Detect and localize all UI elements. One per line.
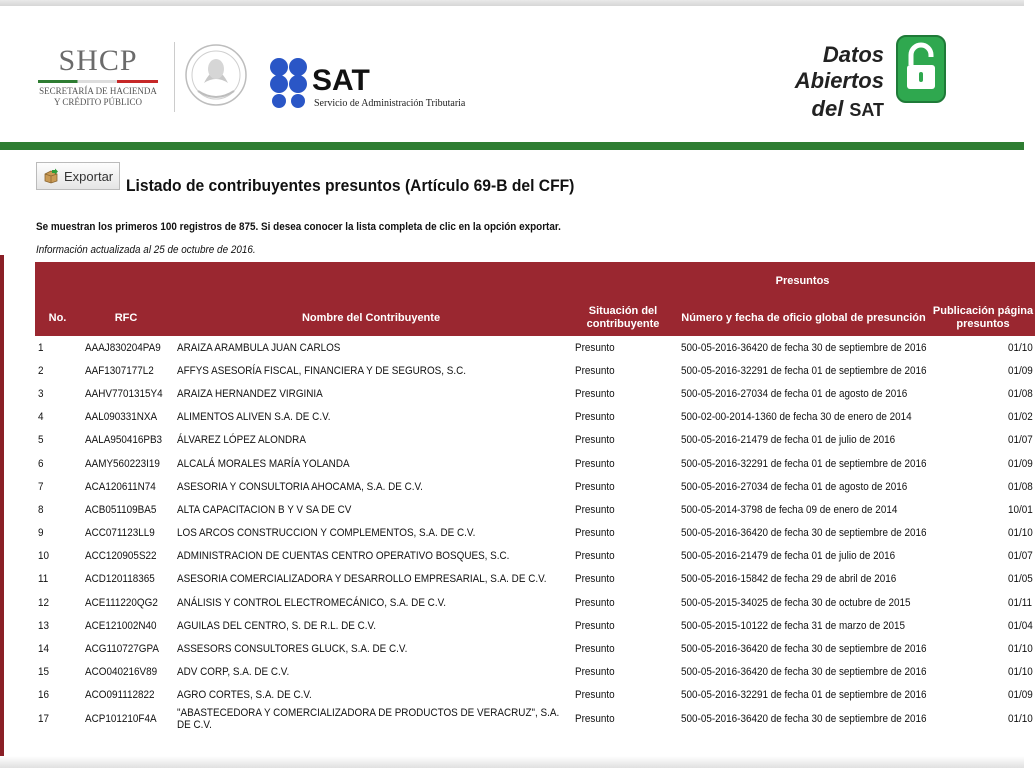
cell-no-text: 3 [38,387,44,400]
cell-oficio [676,568,931,591]
col-header-publicacion: Publicación página presuntos [931,300,1035,336]
table-row[interactable] [35,452,1035,475]
cell-no-text: 8 [38,503,44,516]
cell-situacion [570,568,676,591]
cell-rfc-text: ACE121002N40 [85,619,157,632]
cell-publicacion-text: 01/08 [1007,480,1033,493]
datos-title-line2 [734,96,884,122]
cell-situacion [570,359,676,382]
cell-no [35,637,80,660]
cell-oficio [676,614,931,637]
cell-no [35,684,80,707]
datos-del: del [811,96,844,121]
table-row[interactable] [35,382,1035,405]
cell-nombre-text: ALIMENTOS ALIVEN S.A. DE C.V. [177,411,331,424]
col-header-situacion: Situación del contribuyente [570,300,676,336]
box-icon [43,168,59,184]
cell-situacion-text: Presunto [575,550,615,563]
cell-oficio-text: 500-05-2016-27034 de fecha 01 de agosto de 2016 [681,387,908,400]
cell-nombre-text: ASSESORS CONSULTORES GLUCK, S.A. DE C.V. [177,643,408,656]
cell-publicacion-text: 01/09 [1007,457,1033,470]
sat-logo[interactable] [268,54,488,114]
cell-situacion-text: Presunto [575,689,615,702]
cell-oficio-text: 500-02-00-2014-1360 de fecha 30 de enero de 2014 [681,411,912,424]
cell-oficio-text: 500-05-2016-36420 de fecha 30 de septiembre de 2016 [681,527,927,540]
table-row[interactable] [35,591,1035,614]
cell-oficio [676,661,931,684]
cell-situacion [570,661,676,684]
cell-oficio-text: 500-05-2016-36420 de fecha 30 de septiembre de 2016 [681,713,927,725]
cell-situacion-text: Presunto [575,666,615,679]
cell-publicacion [931,568,1035,591]
cell-publicacion [931,406,1035,429]
cell-publicacion [931,637,1035,660]
col-header-no: No. [35,300,80,336]
cell-rfc-text: ACP101210F4A [85,713,157,725]
cell-rfc [80,406,172,429]
cell-nombre-text: ALTA CAPACITACION B Y V SA DE CV [177,503,352,516]
cell-nombre-text: LOS ARCOS CONSTRUCCION Y COMPLEMENTOS, S.A. DE C.V. [177,527,476,540]
cell-no [35,452,80,475]
cell-publicacion-text: 01/08 [1007,387,1033,400]
cell-no-text: 15 [38,666,50,679]
cell-publicacion-text: 01/10 [1007,527,1033,540]
cell-no [35,545,80,568]
col-header-nombre: Nombre del Contribuyente [172,300,570,336]
cell-publicacion [931,661,1035,684]
updated-info: Información actualizada al 25 de octubre de 2016. [36,244,256,256]
cell-no-text: 13 [38,619,50,632]
cell-no-text: 2 [38,364,44,377]
cell-no-text: 12 [38,596,50,609]
cell-no-text: 4 [38,411,44,424]
cell-nombre-text: ADMINISTRACION DE CUENTAS CENTRO OPERATIVO BOSQUES, S.C. [177,550,510,563]
cell-nombre-text: "ABASTECEDORA Y COMERCIALIZADORA DE PRODUCTOS DE VERACRUZ", S.A. DE C.V. [177,707,560,731]
cell-situacion-text: Presunto [575,387,615,400]
cell-no [35,591,80,614]
shcp-title: SHCP [58,44,138,77]
cell-nombre [172,336,570,359]
cell-publicacion-text: 01/05 [1007,573,1033,586]
cell-no-text: 17 [38,713,50,725]
cell-nombre [172,707,570,731]
cell-rfc-text: ACA120611N74 [85,480,156,493]
cell-nombre [172,359,570,382]
cell-situacion [570,498,676,521]
cell-nombre [172,475,570,498]
table-row[interactable] [35,336,1035,359]
cell-situacion [570,545,676,568]
shcp-logo[interactable] [38,44,158,108]
cell-nombre-text: ARAIZA HERNANDEZ VIRGINIA [177,387,323,400]
cell-publicacion-text: 01/10 [1007,713,1033,725]
cell-oficio [676,429,931,452]
cell-nombre-text: ANÁLISIS Y CONTROL ELECTROMECÁNICO, S.A. DE C.V. [177,596,447,609]
cell-nombre-text: ADV CORP, S.A. DE C.V. [177,666,290,679]
cell-situacion [570,382,676,405]
cell-publicacion-text: 10/01 [1007,503,1033,516]
cell-no [35,707,80,731]
cell-oficio-text: 500-05-2016-36420 de fecha 30 de septiembre de 2016 [681,643,927,656]
table-row[interactable] [35,684,1035,707]
records-info: Se muestran los primeros 100 registros de 875. Si desea conocer la lista completa de clic en la opción exportar. [36,221,561,233]
cell-no-text: 16 [38,689,50,702]
cell-rfc [80,684,172,707]
cell-no [35,336,80,359]
cell-situacion [570,522,676,545]
table-row[interactable] [35,707,1035,731]
cell-rfc [80,707,172,731]
cell-no-text: 6 [38,457,44,470]
cell-nombre [172,498,570,521]
bottom-shadow [0,756,1024,768]
cell-no [35,522,80,545]
cell-nombre [172,568,570,591]
cell-no [35,475,80,498]
cell-situacion [570,591,676,614]
cell-no [35,614,80,637]
cell-oficio [676,359,931,382]
header-divider [174,42,175,112]
cell-no [35,406,80,429]
cell-no-text: 9 [38,527,44,540]
cell-nombre-text: ARAIZA ARAMBULA JUAN CARLOS [177,341,341,354]
cell-publicacion [931,336,1035,359]
cell-oficio [676,707,931,731]
cell-nombre [172,382,570,405]
cell-oficio-text: 500-05-2016-27034 de fecha 01 de agosto de 2016 [681,480,908,493]
col-header-oficio: Número y fecha de oficio global de presunción [676,300,931,336]
cell-oficio [676,637,931,660]
cell-no-text: 7 [38,480,44,493]
cell-publicacion [931,684,1035,707]
cell-rfc [80,452,172,475]
cell-oficio-text: 500-05-2016-32291 de fecha 01 de septiembre de 2016 [681,364,927,377]
cell-situacion [570,707,676,731]
cell-situacion-text: Presunto [575,434,615,447]
cell-oficio [676,382,931,405]
cell-rfc-text: ACO091112822 [85,689,155,702]
header-green-line [0,142,1024,150]
table-row[interactable] [35,637,1035,660]
cell-rfc-text: ACC071123LL9 [85,527,155,540]
cell-nombre [172,522,570,545]
col-header-rfc: RFC [80,300,172,336]
cell-rfc [80,522,172,545]
cell-rfc-text: ACC120905S22 [85,550,157,563]
cell-situacion [570,614,676,637]
cell-nombre [172,614,570,637]
cell-publicacion [931,545,1035,568]
cell-oficio-text: 500-05-2015-10122 de fecha 31 de marzo de 2015 [681,619,906,632]
cell-no-text: 5 [38,434,44,447]
cell-publicacion [931,475,1035,498]
cell-situacion [570,429,676,452]
cell-rfc-text: ACE111220QG2 [85,596,158,609]
cell-publicacion-text: 01/09 [1007,689,1033,702]
cell-no-text: 14 [38,643,50,656]
cell-oficio [676,452,931,475]
table-row[interactable] [35,359,1035,382]
table-row[interactable] [35,429,1035,452]
page-title: Listado de contribuyentes presuntos (Artículo 69-B del CFF) [126,176,575,195]
cell-publicacion-text: 01/09 [1007,364,1033,377]
cell-nombre-text: AGUILAS DEL CENTRO, S. DE R.L. DE C.V. [177,619,376,632]
export-button[interactable] [36,162,120,190]
cell-situacion-text: Presunto [575,457,615,470]
cell-no [35,429,80,452]
cell-situacion-text: Presunto [575,713,615,725]
shcp-subtitle-2: Y CRÉDITO PÚBLICO [53,97,142,107]
taxpayer-table [35,262,1035,731]
cell-nombre [172,591,570,614]
cell-rfc [80,498,172,521]
cell-oficio-text: 500-05-2016-36420 de fecha 30 de septiembre de 2016 [681,666,927,679]
cell-publicacion-text: 01/10 [1007,666,1033,679]
cell-situacion-text: Presunto [575,480,615,493]
cell-rfc [80,382,172,405]
cell-nombre-text: ASESORIA Y CONSULTORIA AHOCAMA, S.A. DE C.V. [177,480,423,493]
cell-situacion [570,406,676,429]
header-empty-no [35,262,80,300]
cell-no-text: 10 [38,550,50,563]
cell-oficio-text: 500-05-2015-34025 de fecha 30 de octubre de 2015 [681,596,911,609]
cell-rfc [80,614,172,637]
table-row[interactable] [35,498,1035,521]
cell-publicacion [931,498,1035,521]
cell-rfc [80,591,172,614]
table-row[interactable] [35,522,1035,545]
cell-rfc-text: AAHV7701315Y4 [85,387,163,400]
cell-rfc [80,429,172,452]
cell-publicacion-text: 01/10 [1007,643,1033,656]
datos-sat: SAT [849,100,884,120]
cell-rfc [80,336,172,359]
cell-no-text: 1 [38,341,44,354]
cell-rfc-text: ACO040216V89 [85,666,158,679]
cell-nombre [172,452,570,475]
cell-oficio [676,475,931,498]
cell-rfc [80,568,172,591]
cell-situacion-text: Presunto [575,411,615,424]
cell-oficio [676,336,931,359]
cell-rfc-text: AAAJ830204PA9 [85,341,161,354]
cell-oficio-text: 500-05-2016-21479 de fecha 01 de julio de 2016 [681,434,896,447]
cell-situacion-text: Presunto [575,503,615,516]
cell-rfc [80,475,172,498]
header-empty-nombre [172,262,570,300]
cell-nombre [172,406,570,429]
taxpayer-table-container[interactable] [35,262,1034,738]
cell-nombre-text: AFFYS ASESORÍA FISCAL, FINANCIERA Y DE SEGUROS, S.C. [177,364,467,377]
cell-nombre [172,429,570,452]
table-row[interactable] [35,406,1035,429]
table-row[interactable] [35,475,1035,498]
cell-no [35,359,80,382]
cell-rfc [80,661,172,684]
cell-publicacion-text: 01/04 [1007,619,1033,632]
cell-no [35,498,80,521]
cell-oficio-text: 500-05-2016-21479 de fecha 01 de julio de 2016 [681,550,896,563]
sat-wordmark: SAT [312,64,370,97]
cell-oficio [676,591,931,614]
table-row[interactable] [35,545,1035,568]
cell-situacion-text: Presunto [575,364,615,377]
sat-subtitle: Servicio de Administración Tributaria [314,98,466,109]
cell-rfc [80,637,172,660]
cell-situacion [570,475,676,498]
shcp-subtitle-1: SECRETARÍA DE HACIENDA [39,86,157,96]
cell-publicacion-text: 01/10 [1007,341,1033,354]
cell-rfc-text: ACD120118365 [85,573,155,586]
cell-situacion-text: Presunto [575,527,615,540]
left-edge-accent [0,255,4,768]
cell-situacion [570,336,676,359]
cell-rfc-text: AAMY560223I19 [85,457,160,470]
cell-publicacion [931,359,1035,382]
cell-situacion [570,637,676,660]
cell-nombre [172,545,570,568]
cell-publicacion-text: 01/11 [1008,596,1033,609]
cell-oficio [676,545,931,568]
cell-rfc [80,359,172,382]
datos-title-line1: Datos Abiertos [794,42,884,93]
cell-nombre [172,637,570,660]
cell-publicacion-text: 01/07 [1007,550,1033,563]
cell-oficio-text: 500-05-2016-36420 de fecha 30 de septiembre de 2016 [681,341,927,354]
cell-nombre-text: AGRO CORTES, S.A. DE C.V. [177,689,312,702]
header-presuntos-group: Presuntos [570,262,1035,300]
sat-dots-icon [268,56,310,108]
cell-situacion-text: Presunto [575,643,615,656]
table-row[interactable] [35,614,1035,637]
cell-nombre-text: ALCALÁ MORALES MARÍA YOLANDA [177,457,350,470]
cell-oficio-text: 500-05-2014-3798 de fecha 09 de enero de 2014 [681,503,898,516]
cell-no [35,568,80,591]
table-row[interactable] [35,661,1035,684]
open-lock-icon [896,35,946,103]
shcp-rule [38,80,158,83]
cell-situacion-text: Presunto [575,573,615,586]
cell-oficio [676,406,931,429]
cell-publicacion [931,452,1035,475]
cell-rfc-text: AALA950416PB3 [85,434,163,447]
cell-oficio [676,684,931,707]
cell-rfc [80,545,172,568]
cell-publicacion [931,522,1035,545]
cell-publicacion [931,591,1035,614]
cell-situacion-text: Presunto [575,596,615,609]
datos-abiertos-logo[interactable] [734,42,884,122]
cell-oficio-text: 500-05-2016-32291 de fecha 01 de septiembre de 2016 [681,457,927,470]
cell-oficio-text: 500-05-2016-32291 de fecha 01 de septiembre de 2016 [681,689,927,702]
cell-nombre-text: ÁLVAREZ LÓPEZ ALONDRA [177,434,306,447]
cell-publicacion [931,382,1035,405]
cell-situacion-text: Presunto [575,619,615,632]
cell-rfc-text: AAL090331NXA [85,411,158,424]
cell-rfc-text: AAF1307177L2 [85,364,154,377]
cell-publicacion [931,707,1035,731]
site-header [0,6,1024,142]
cell-rfc-text: ACG110727GPA [85,643,159,656]
cell-publicacion-text: 01/02 [1007,411,1033,424]
cell-nombre [172,684,570,707]
cell-no [35,382,80,405]
cell-no [35,661,80,684]
cell-rfc-text: ACB051109BA5 [85,503,157,516]
cell-publicacion [931,614,1035,637]
cell-situacion-text: Presunto [575,341,615,354]
cell-nombre-text: ASESORIA COMERCIALIZADORA Y DESARROLLO EMPRESARIAL, S.A. DE C.V. [177,573,547,586]
cell-nombre [172,661,570,684]
cell-oficio [676,498,931,521]
mexico-seal-icon [184,39,248,117]
header-empty-rfc [80,262,172,300]
export-label: Exportar [64,168,114,184]
table-body [35,336,1035,731]
cell-publicacion [931,429,1035,452]
cell-no-text: 11 [38,573,49,586]
table-row[interactable] [35,568,1035,591]
cell-situacion [570,452,676,475]
cell-oficio-text: 500-05-2016-15842 de fecha 29 de abril de 2016 [681,573,897,586]
cell-publicacion-text: 01/07 [1007,434,1033,447]
cell-situacion [570,684,676,707]
cell-oficio [676,522,931,545]
